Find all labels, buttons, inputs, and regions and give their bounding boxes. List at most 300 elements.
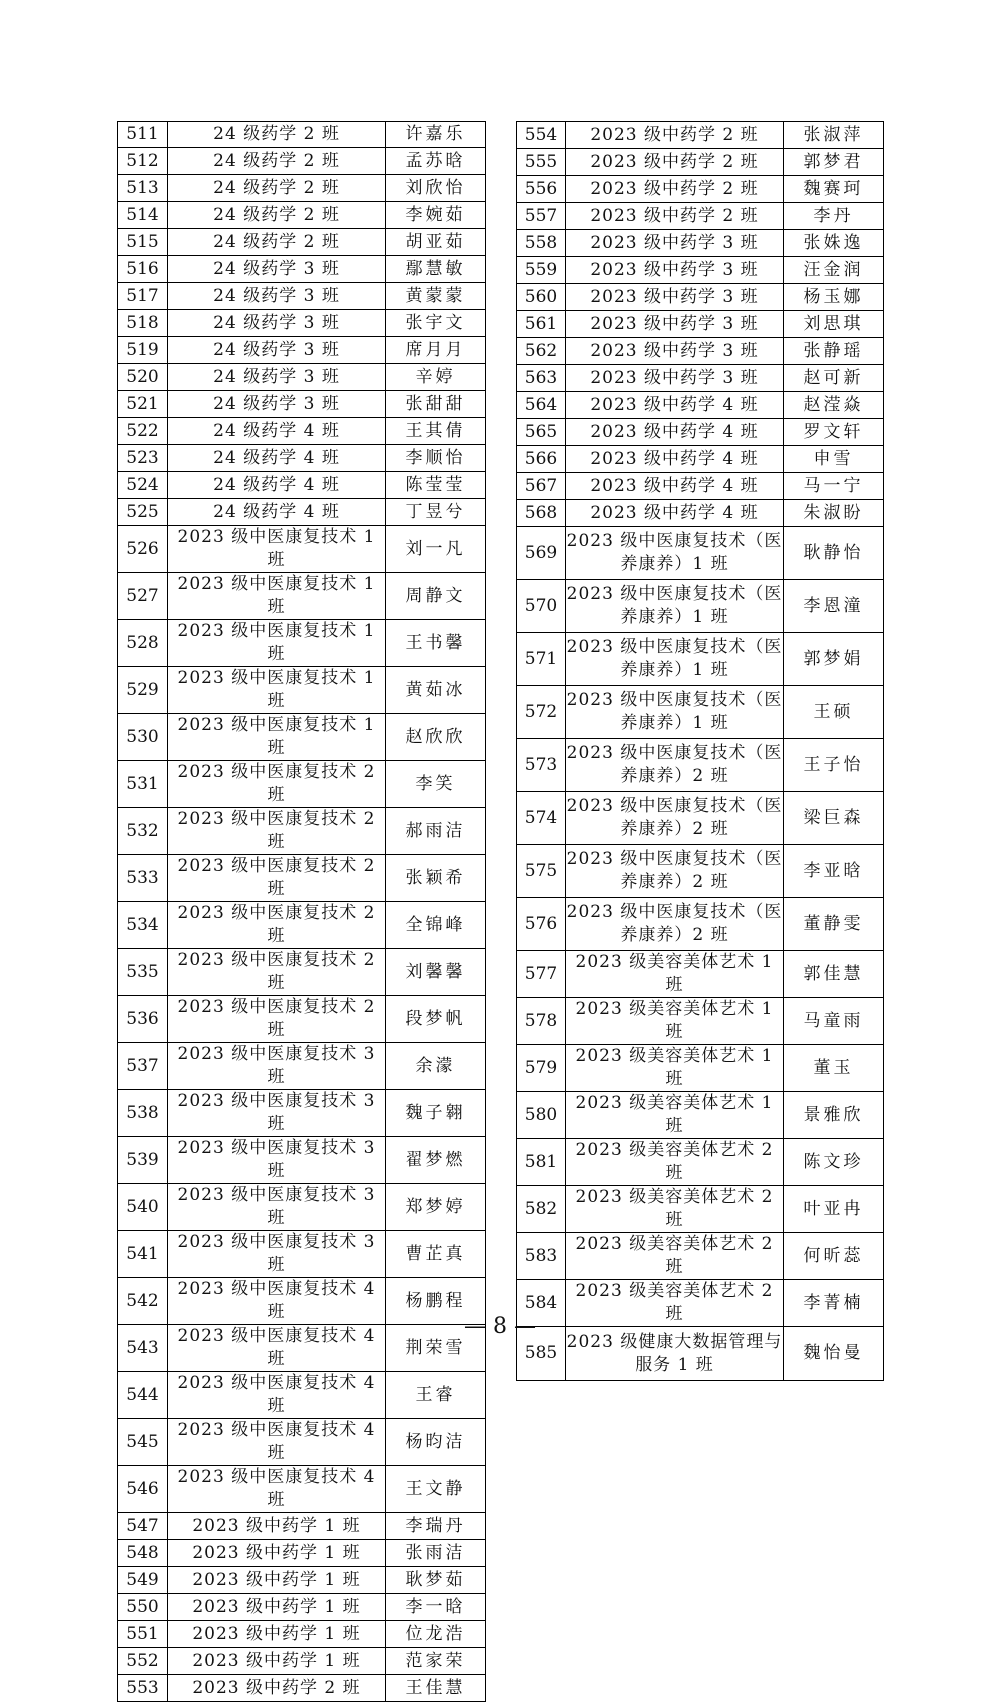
class-name: 2023 级中药学 1 班 [168,1594,386,1621]
class-name: 2023 级中医康复技术 3 班 [168,1231,386,1278]
row-number: 578 [517,998,566,1045]
row-number: 573 [517,739,566,792]
class-name: 2023 级中药学 1 班 [168,1621,386,1648]
class-name: 24 级药学 3 班 [168,256,386,283]
row-number: 551 [118,1621,168,1648]
table-row [517,792,884,845]
class-name: 2023 级中药学 3 班 [566,311,784,338]
student-name: 张淑萍 [784,122,884,149]
row-number: 553 [118,1675,168,1702]
row-number: 517 [118,283,168,310]
row-number: 534 [118,902,168,949]
row-number: 531 [118,761,168,808]
student-name: 申雪 [784,446,884,473]
class-name: 2023 级中药学 3 班 [566,284,784,311]
table-row [118,808,486,855]
table-row [118,667,486,714]
student-name: 李顺怡 [386,445,486,472]
class-name: 2023 级中医康复技术 4 班 [168,1325,386,1372]
row-number: 575 [517,845,566,898]
row-number: 565 [517,419,566,446]
table-row [517,998,884,1045]
student-name: 李恩潼 [784,580,884,633]
right-table-body [517,122,884,1381]
table-row [517,338,884,365]
table-row [118,1513,486,1540]
student-name: 马童雨 [784,998,884,1045]
student-name: 黄茹冰 [386,667,486,714]
table-row [118,1466,486,1513]
student-name: 郑梦婷 [386,1184,486,1231]
table-row [118,310,486,337]
class-name: 2023 级中医康复技术（医养康养）1 班 [566,580,784,633]
table-row [118,1372,486,1419]
class-name: 24 级药学 2 班 [168,148,386,175]
row-number: 525 [118,499,168,526]
table-row [118,1184,486,1231]
table-row [118,499,486,526]
student-name: 魏赛珂 [784,176,884,203]
left-table [117,121,486,1702]
row-number: 536 [118,996,168,1043]
student-name: 李瑞丹 [386,1513,486,1540]
row-number: 585 [517,1327,566,1381]
student-name: 郭梦娟 [784,633,884,686]
class-name: 2023 级中药学 4 班 [566,473,784,500]
class-name: 24 级药学 4 班 [168,472,386,499]
student-name: 杨昀洁 [386,1419,486,1466]
row-number: 572 [517,686,566,739]
table-row [118,1594,486,1621]
table-row [517,473,884,500]
row-number: 544 [118,1372,168,1419]
row-number: 559 [517,257,566,284]
row-number: 540 [118,1184,168,1231]
row-number: 515 [118,229,168,256]
table-row [118,1648,486,1675]
row-number: 554 [517,122,566,149]
left-table-body [118,122,486,1702]
student-name: 刘欣怡 [386,175,486,202]
class-name: 2023 级中医康复技术（医养康养）2 班 [566,792,784,845]
student-name: 李一晗 [386,1594,486,1621]
student-name: 张姝逸 [784,230,884,257]
row-number: 523 [118,445,168,472]
class-name: 2023 级中药学 2 班 [566,203,784,230]
row-number: 527 [118,573,168,620]
student-name: 赵可新 [784,365,884,392]
student-name: 赵欣欣 [386,714,486,761]
class-name: 2023 级中药学 3 班 [566,257,784,284]
student-name: 张静瑶 [784,338,884,365]
student-name: 周静文 [386,573,486,620]
table-row [517,446,884,473]
student-name: 董静雯 [784,898,884,951]
table-row [517,1045,884,1092]
class-name: 2023 级美容美体艺术 2 班 [566,1139,784,1186]
student-name: 段梦帆 [386,996,486,1043]
row-number: 513 [118,175,168,202]
table-row [118,902,486,949]
class-name: 2023 级中药学 3 班 [566,365,784,392]
table-row [517,257,884,284]
student-name: 李婉茹 [386,202,486,229]
class-name: 24 级药学 4 班 [168,499,386,526]
class-name: 2023 级中医康复技术 1 班 [168,667,386,714]
row-number: 570 [517,580,566,633]
student-name: 马一宁 [784,473,884,500]
class-name: 2023 级美容美体艺术 1 班 [566,1092,784,1139]
class-name: 2023 级中药学 4 班 [566,446,784,473]
row-number: 548 [118,1540,168,1567]
table-row [118,202,486,229]
class-name: 24 级药学 3 班 [168,310,386,337]
table-row [517,951,884,998]
class-name: 2023 级中医康复技术 4 班 [168,1466,386,1513]
table-row [118,1137,486,1184]
student-name: 王其倩 [386,418,486,445]
student-name: 魏子翱 [386,1090,486,1137]
row-number: 532 [118,808,168,855]
row-number: 538 [118,1090,168,1137]
student-name: 梁巨森 [784,792,884,845]
row-number: 571 [517,633,566,686]
class-name: 2023 级中医康复技术 1 班 [168,573,386,620]
class-name: 2023 级中医康复技术（医养康养）2 班 [566,845,784,898]
table-row [118,1675,486,1702]
table-row [517,500,884,527]
row-number: 574 [517,792,566,845]
student-name: 张宇文 [386,310,486,337]
row-number: 557 [517,203,566,230]
class-name: 2023 级中药学 2 班 [168,1675,386,1702]
student-name: 刘馨馨 [386,949,486,996]
student-name: 魏怡曼 [784,1327,884,1381]
table-row [118,855,486,902]
row-number: 526 [118,526,168,573]
class-name: 2023 级中医康复技术 3 班 [168,1090,386,1137]
table-row [118,1540,486,1567]
row-number: 569 [517,527,566,580]
row-number: 539 [118,1137,168,1184]
student-name: 王子怡 [784,739,884,792]
row-number: 543 [118,1325,168,1372]
row-number: 546 [118,1466,168,1513]
row-number: 549 [118,1567,168,1594]
student-name: 王睿 [386,1372,486,1419]
class-name: 2023 级中医康复技术 2 班 [168,902,386,949]
table-row [517,311,884,338]
row-number: 537 [118,1043,168,1090]
class-name: 2023 级中医康复技术（医养康养）1 班 [566,633,784,686]
table-row [118,714,486,761]
class-name: 2023 级美容美体艺术 2 班 [566,1186,784,1233]
table-row [118,337,486,364]
row-number: 529 [118,667,168,714]
student-name: 朱淑盼 [784,500,884,527]
row-number: 584 [517,1280,566,1327]
student-name: 耿梦茹 [386,1567,486,1594]
student-name: 胡亚茹 [386,229,486,256]
table-row [118,1567,486,1594]
student-name: 何昕蕊 [784,1233,884,1280]
table-row [517,633,884,686]
class-name: 2023 级中药学 4 班 [566,392,784,419]
class-name: 2023 级中药学 4 班 [566,419,784,446]
class-name: 2023 级中医康复技术（医养康养）1 班 [566,527,784,580]
table-row [517,176,884,203]
student-name: 曹芷真 [386,1231,486,1278]
student-name: 范家荣 [386,1648,486,1675]
class-name: 2023 级中医康复技术 2 班 [168,855,386,902]
student-name: 郭佳慧 [784,951,884,998]
class-name: 2023 级中药学 1 班 [168,1540,386,1567]
table-row [517,149,884,176]
table-row [517,527,884,580]
row-number: 541 [118,1231,168,1278]
class-name: 2023 级中医康复技术 1 班 [168,714,386,761]
row-number: 511 [118,122,168,148]
student-name: 李笑 [386,761,486,808]
student-name: 陈莹莹 [386,472,486,499]
row-number: 512 [118,148,168,175]
row-number: 560 [517,284,566,311]
class-name: 2023 级美容美体艺术 2 班 [566,1280,784,1327]
class-name: 24 级药学 2 班 [168,175,386,202]
class-name: 2023 级中医康复技术 3 班 [168,1043,386,1090]
row-number: 533 [118,855,168,902]
row-number: 528 [118,620,168,667]
table-row [118,472,486,499]
row-number: 552 [118,1648,168,1675]
class-name: 24 级药学 3 班 [168,337,386,364]
student-name: 张雨洁 [386,1540,486,1567]
row-number: 542 [118,1278,168,1325]
student-name: 王佳慧 [386,1675,486,1702]
table-row [118,418,486,445]
class-name: 2023 级中医康复技术 3 班 [168,1184,386,1231]
table-row [517,392,884,419]
student-name: 郭梦君 [784,149,884,176]
table-row [517,419,884,446]
row-number: 561 [517,311,566,338]
table-row [118,391,486,418]
table-row [118,1090,486,1137]
row-number: 516 [118,256,168,283]
table-row [517,284,884,311]
class-name: 2023 级中药学 1 班 [168,1567,386,1594]
table-row [517,203,884,230]
table-row [118,1621,486,1648]
table-row [118,526,486,573]
table-row [517,898,884,951]
row-number: 583 [517,1233,566,1280]
class-name: 24 级药学 3 班 [168,364,386,391]
student-name: 李菁楠 [784,1280,884,1327]
class-name: 2023 级中医康复技术 1 班 [168,620,386,667]
table-row [118,620,486,667]
row-number: 562 [517,338,566,365]
student-name: 汪金润 [784,257,884,284]
row-number: 556 [517,176,566,203]
class-name: 2023 级中医康复技术 2 班 [168,808,386,855]
row-number: 514 [118,202,168,229]
row-number: 550 [118,1594,168,1621]
table-row [118,256,486,283]
row-number: 547 [118,1513,168,1540]
class-name: 24 级药学 3 班 [168,391,386,418]
class-name: 2023 级中医康复技术（医养康养）2 班 [566,739,784,792]
class-name: 24 级药学 3 班 [168,283,386,310]
class-name: 2023 级中药学 2 班 [566,122,784,149]
student-name: 荆荣雪 [386,1325,486,1372]
row-number: 558 [517,230,566,257]
student-name: 杨玉娜 [784,284,884,311]
class-name: 2023 级中医康复技术 2 班 [168,949,386,996]
table-row [517,122,884,149]
class-name: 2023 级美容美体艺术 2 班 [566,1233,784,1280]
student-name: 郝雨洁 [386,808,486,855]
row-number: 582 [517,1186,566,1233]
table-row [118,445,486,472]
row-number: 568 [517,500,566,527]
student-name: 刘一凡 [386,526,486,573]
student-name: 李亚晗 [784,845,884,898]
table-row [118,1419,486,1466]
row-number: 519 [118,337,168,364]
class-name: 24 级药学 2 班 [168,229,386,256]
table-row [118,148,486,175]
row-number: 524 [118,472,168,499]
class-name: 24 级药学 4 班 [168,445,386,472]
student-name: 位龙浩 [386,1621,486,1648]
student-name: 罗文轩 [784,419,884,446]
row-number: 576 [517,898,566,951]
table-row [118,996,486,1043]
table-row [118,175,486,202]
class-name: 2023 级中医康复技术 1 班 [168,526,386,573]
class-name: 2023 级中医康复技术 4 班 [168,1419,386,1466]
class-name: 2023 级中医康复技术 3 班 [168,1137,386,1184]
table-row [517,580,884,633]
class-name: 2023 级美容美体艺术 1 班 [566,998,784,1045]
student-name: 董玉 [784,1045,884,1092]
row-number: 522 [118,418,168,445]
student-name: 席月月 [386,337,486,364]
student-name: 孟苏晗 [386,148,486,175]
student-name: 张甜甜 [386,391,486,418]
table-row [517,845,884,898]
row-number: 563 [517,365,566,392]
class-name: 24 级药学 2 班 [168,122,386,148]
table-row [517,739,884,792]
student-name: 王书馨 [386,620,486,667]
row-number: 567 [517,473,566,500]
class-name: 2023 级美容美体艺术 1 班 [566,1045,784,1092]
table-row [517,1186,884,1233]
row-number: 579 [517,1045,566,1092]
row-number: 577 [517,951,566,998]
class-name: 2023 级美容美体艺术 1 班 [566,951,784,998]
student-name: 余濛 [386,1043,486,1090]
table-row [118,283,486,310]
table-row [517,365,884,392]
student-name: 叶亚冉 [784,1186,884,1233]
student-name: 许嘉乐 [386,122,486,148]
class-name: 2023 级中药学 2 班 [566,176,784,203]
row-number: 566 [517,446,566,473]
table-row [118,229,486,256]
class-name: 2023 级中医康复技术（医养康养）1 班 [566,686,784,739]
student-name: 赵滢焱 [784,392,884,419]
student-name: 陈文珍 [784,1139,884,1186]
class-name: 24 级药学 4 班 [168,418,386,445]
class-name: 2023 级中药学 3 班 [566,230,784,257]
class-name: 2023 级中医康复技术 4 班 [168,1372,386,1419]
table-row [118,761,486,808]
row-number: 581 [517,1139,566,1186]
class-name: 24 级药学 2 班 [168,202,386,229]
row-number: 564 [517,392,566,419]
row-number: 545 [118,1419,168,1466]
table-row [517,1092,884,1139]
student-name: 翟梦燃 [386,1137,486,1184]
class-name: 2023 级健康大数据管理与服务 1 班 [566,1327,784,1381]
class-name: 2023 级中医康复技术（医养康养）2 班 [566,898,784,951]
table-row [118,1043,486,1090]
class-name: 2023 级中药学 1 班 [168,1513,386,1540]
table-row [517,1139,884,1186]
table-row [118,573,486,620]
student-name: 王硕 [784,686,884,739]
row-number: 530 [118,714,168,761]
table-row [517,686,884,739]
row-number: 520 [118,364,168,391]
student-name: 李丹 [784,203,884,230]
class-name: 2023 级中药学 3 班 [566,338,784,365]
class-name: 2023 级中药学 1 班 [168,1648,386,1675]
row-number: 555 [517,149,566,176]
student-name: 全锦峰 [386,902,486,949]
student-name: 黄蒙蒙 [386,283,486,310]
table-row [517,1233,884,1280]
row-number: 580 [517,1092,566,1139]
student-name: 辛婷 [386,364,486,391]
student-name: 丁昱兮 [386,499,486,526]
row-number: 518 [118,310,168,337]
table-row [118,949,486,996]
page-number: — 8 — [464,1314,536,1339]
student-name: 耿静怡 [784,527,884,580]
class-name: 2023 级中药学 2 班 [566,149,784,176]
class-name: 2023 级中医康复技术 2 班 [168,761,386,808]
student-name: 张颖希 [386,855,486,902]
table-row [118,122,486,148]
student-name: 王文静 [386,1466,486,1513]
student-name: 刘思琪 [784,311,884,338]
row-number: 521 [118,391,168,418]
table-row [118,364,486,391]
student-name: 鄢慧敏 [386,256,486,283]
student-name: 杨鹏程 [386,1278,486,1325]
class-name: 2023 级中药学 4 班 [566,500,784,527]
student-name: 景雅欣 [784,1092,884,1139]
class-name: 2023 级中医康复技术 4 班 [168,1278,386,1325]
row-number: 535 [118,949,168,996]
table-row [517,230,884,257]
table-row [118,1231,486,1278]
right-table [516,121,884,1381]
